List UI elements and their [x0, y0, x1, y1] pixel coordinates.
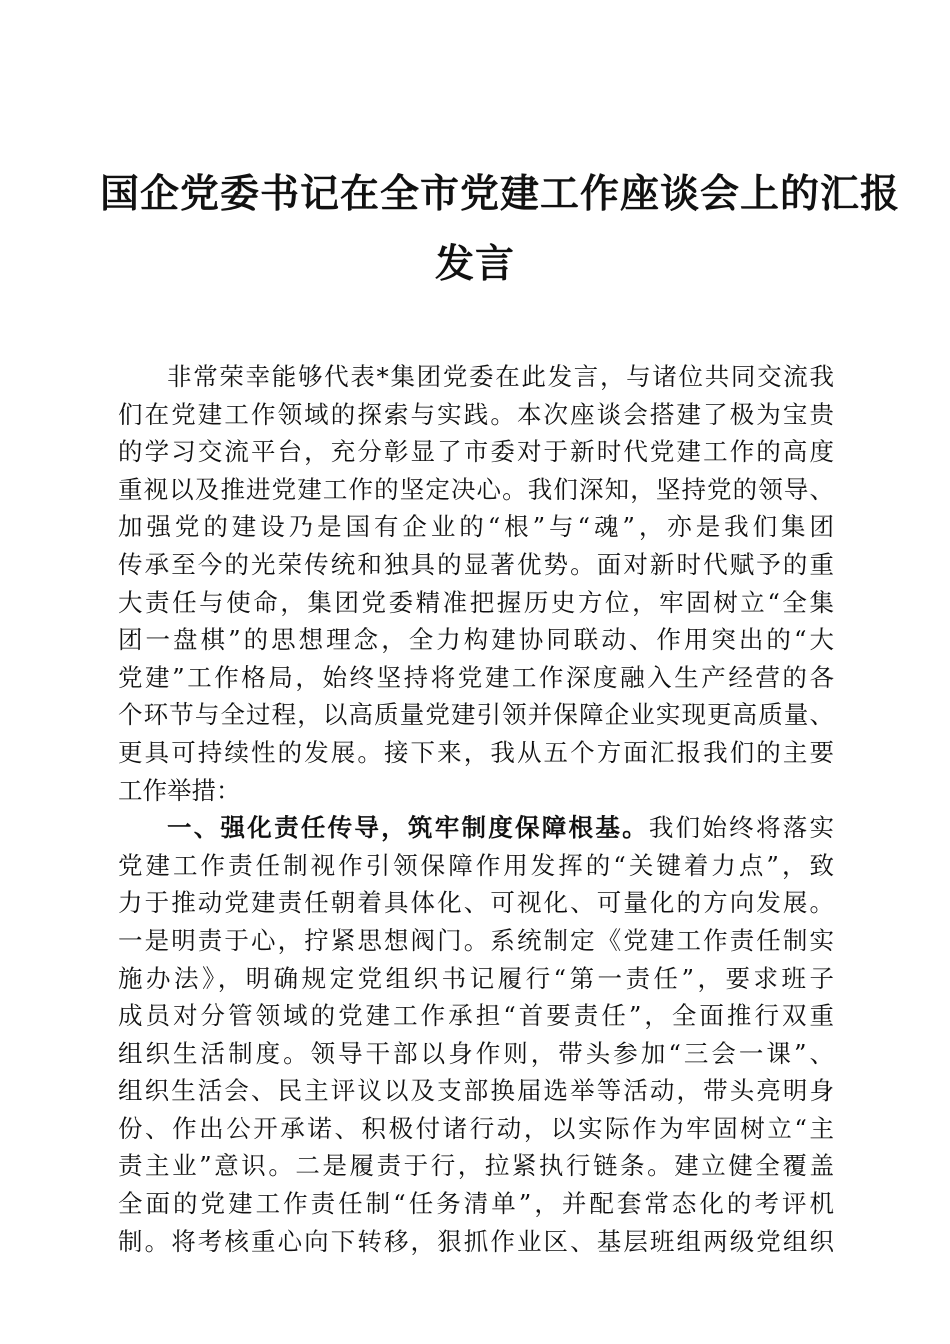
paragraph-1-line: 党建”工作格局，始终坚持将党建工作深度融入生产经营的各 — [118, 662, 834, 692]
section-1-line: 党建工作责任制视作引领保障作用发挥的“关键着力点”，致 — [118, 850, 834, 880]
section-1-line: 成员对分管领域的党建工作承担“首要责任”，全面推行双重 — [118, 1001, 834, 1031]
section-1-line: 组织生活制度。领导干部以身作则，带头参加“三会一课”、 — [118, 1038, 834, 1068]
paragraph-1-line: 的学习交流平台，充分彰显了市委对于新时代党建工作的高度 — [118, 437, 834, 467]
section-1-line: 责主业”意识。二是履责于行，拉紧执行链条。建立健全覆盖 — [118, 1151, 834, 1181]
paragraph-1-line: 加强党的建设乃是国有企业的“根”与“魂”，亦是我们集团 — [118, 512, 834, 542]
paragraph-1-line: 重视以及推进党建工作的坚定决心。我们深知，坚持党的领导、 — [118, 474, 834, 504]
document-title-line-1: 国企党委书记在全市党建工作座谈会上的汇报 — [100, 171, 901, 217]
section-1-line: 全面的党建工作责任制“任务清单”，并配套常态化的考评机 — [118, 1189, 834, 1219]
paragraph-1-line: 更具可持续性的发展。接下来，我从五个方面汇报我们的主要 — [118, 737, 834, 767]
paragraph-1-line: 团一盘棋”的思想理念，全力构建协同联动、作用突出的“大 — [118, 625, 834, 655]
section-1-line: 制。将考核重心向下转移，狠抓作业区、基层班组两级党组织 — [118, 1226, 834, 1256]
section-1-line: 力于推动党建责任朝着具体化、可视化、可量化的方向发展。 — [118, 888, 834, 918]
section-1-line: 份、作出公开承诺、积极付诸行动，以实际作为牢固树立“主 — [118, 1113, 834, 1143]
paragraph-1-line: 个环节与全过程，以高质量党建引领并保障企业实现更高质量、 — [118, 700, 834, 730]
section-1-line: 施办法》，明确规定党组织书记履行“第一责任”，要求班子 — [118, 963, 834, 993]
document-body — [118, 358, 834, 1260]
section-1-line: 组织生活会、民主评议以及支部换届选举等活动，带头亮明身 — [118, 1076, 834, 1106]
section-1-line: 一是明责于心，拧紧思想阀门。系统制定《党建工作责任制实 — [118, 925, 834, 955]
paragraph-1-line: 非常荣幸能够代表*集团党委在此发言，与诸位共同交流我 — [167, 362, 834, 391]
section-1-heading: 一、强化责任传导，筑牢制度保障根基。 — [167, 813, 649, 843]
section-1-first-line-text: 我们始终将落实 — [648, 813, 834, 843]
paragraph-1-line: 传承至今的光荣传统和独具的显著优势。面对新时代赋予的重 — [118, 549, 834, 579]
paragraph-1-line: 大责任与使命，集团党委精准把握历史方位，牢固树立“全集 — [118, 587, 834, 617]
section-1-first-line — [118, 809, 834, 847]
document-title-line-2: 发言 — [434, 241, 515, 287]
paragraph-1-line: 工作举措： — [118, 775, 241, 805]
paragraph-1-line: 们在党建工作领域的探索与实践。本次座谈会搭建了极为宝贵 — [118, 399, 834, 429]
